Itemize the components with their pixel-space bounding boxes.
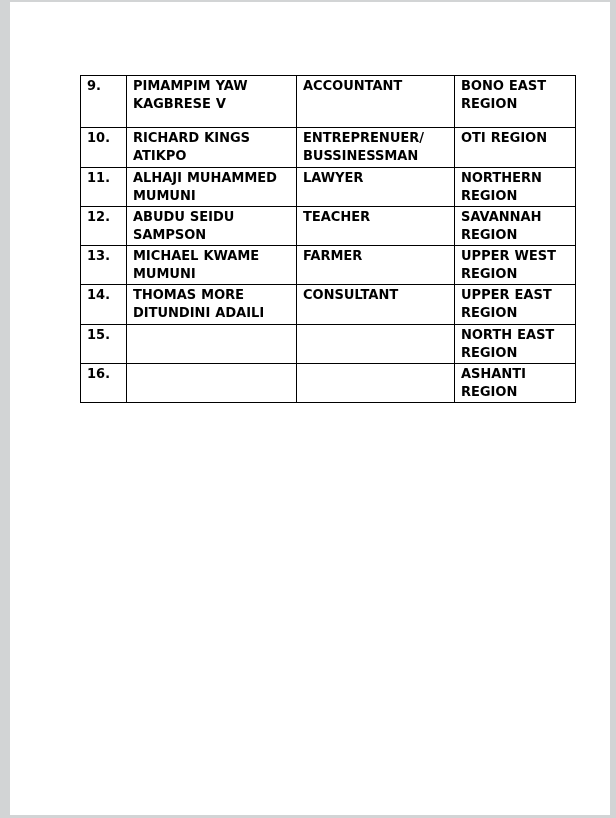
cell-name: [127, 325, 297, 364]
cell-occupation: LAWYER: [297, 168, 455, 207]
cell-region: UPPER EAST REGION: [455, 285, 576, 325]
table-row: [81, 246, 576, 285]
cell-name: THOMAS MORE DITUNDINI ADAILI: [127, 285, 297, 325]
cell-occupation: ENTREPRENUER/ BUSSINESSMAN: [297, 128, 455, 168]
cell-region: BONO EAST REGION: [455, 76, 576, 128]
cell-number: 10.: [81, 128, 127, 168]
cell-region: OTI REGION: [455, 128, 576, 168]
cell-name: ABUDU SEIDU SAMPSON: [127, 207, 297, 246]
table-row: [81, 76, 576, 128]
cell-number: 12.: [81, 207, 127, 246]
cell-number: 11.: [81, 168, 127, 207]
table-row: [81, 128, 576, 168]
cell-name: ALHAJI MUHAMMED MUMUNI: [127, 168, 297, 207]
cell-region: SAVANNAH REGION: [455, 207, 576, 246]
table-row: [81, 364, 576, 403]
table-row: [81, 325, 576, 364]
table-row: [81, 168, 576, 207]
cell-number: 14.: [81, 285, 127, 325]
table-row: [81, 207, 576, 246]
cell-number: 15.: [81, 325, 127, 364]
cell-name: [127, 364, 297, 403]
cell-region: NORTHERN REGION: [455, 168, 576, 207]
cell-name: RICHARD KINGS ATIKPO: [127, 128, 297, 168]
cell-region: ASHANTI REGION: [455, 364, 576, 403]
cell-number: 9.: [81, 76, 127, 128]
cell-name: PIMAMPIM YAW KAGBRESE V: [127, 76, 297, 128]
cell-occupation: [297, 325, 455, 364]
cell-number: 16.: [81, 364, 127, 403]
cell-occupation: FARMER: [297, 246, 455, 285]
table-row: [81, 285, 576, 325]
candidates-table-body: [81, 76, 576, 403]
candidates-table: [80, 75, 576, 403]
cell-region: NORTH EAST REGION: [455, 325, 576, 364]
cell-region: UPPER WEST REGION: [455, 246, 576, 285]
cell-number: 13.: [81, 246, 127, 285]
cell-occupation: CONSULTANT: [297, 285, 455, 325]
cell-occupation: ACCOUNTANT: [297, 76, 455, 128]
cell-occupation: [297, 364, 455, 403]
cell-occupation: TEACHER: [297, 207, 455, 246]
document-page: [10, 2, 610, 815]
cell-name: MICHAEL KWAME MUMUNI: [127, 246, 297, 285]
